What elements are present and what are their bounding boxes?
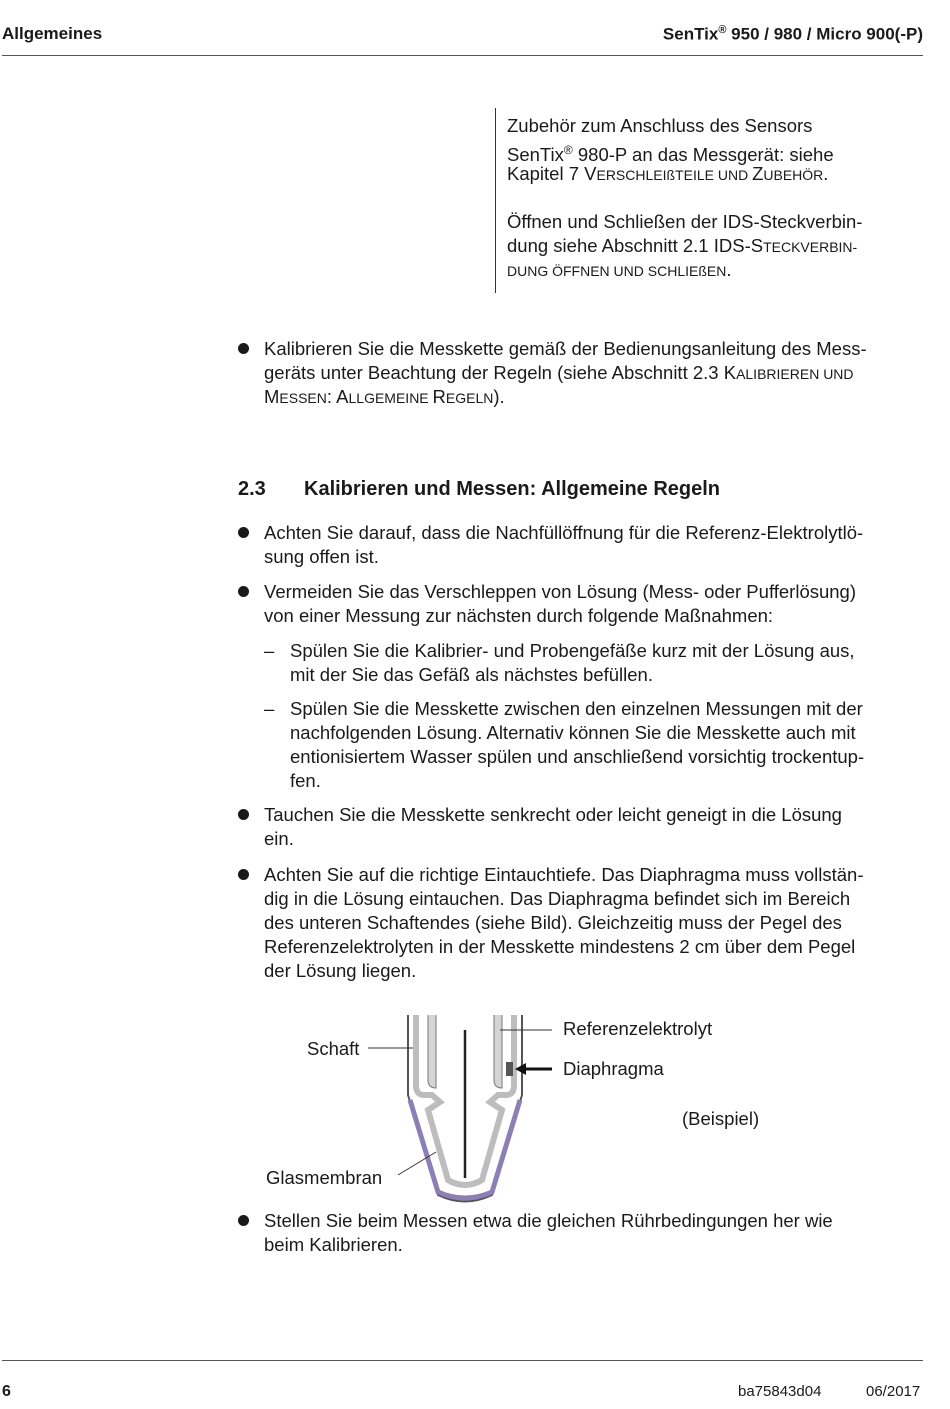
calib-smallcaps: ALIBRIEREN UND [736,366,854,382]
header-section: Allgemeines [2,24,103,43]
bullet-line: beim Kalibrieren. [264,1234,403,1255]
calib-line [264,361,926,386]
bullet-dot [238,343,249,354]
calib-text: geräts unter Beachtung der Regeln (siehe Abschnitt 2.3 K [264,362,737,383]
sub-line: nachfolgenden Lösung. Alternativ können Sie die Messkette auch mit [290,722,856,743]
bullet-dot [238,869,249,880]
label-beispiel: (Beispiel) [682,1108,760,1129]
note-smallcaps: UBEHÖR [763,167,824,183]
sub-line: Spülen Sie die Kalibrier- und Probengefäße kurz mit der Lösung aus, [290,640,855,661]
note-text: dung siehe Abschnitt 2.1 IDS-S [507,235,764,256]
bullet-line: Vermeiden Sie das Verschleppen von Lösung (Mess- oder Pufferlösung) [264,581,857,602]
bullet-line: Tauchen Sie die Messkette senkrecht oder leicht geneigt in die Lösung [264,804,842,825]
note-smallcaps: DUNG ÖFFNEN UND SCHLIEßEN [507,263,727,279]
dash-marker: – [264,698,275,719]
bullet-line: Achten Sie auf die richtige Eintauchtiefe. Das Diaphragma muss vollstän- [264,864,864,885]
calib-smallcaps: ESSEN [279,390,327,406]
note-line [507,234,917,259]
note-text: Öffnen und Schließen der IDS-Steckverbin- [507,211,863,232]
calib-smallcaps: LLGEMEINE [348,390,433,406]
bullet-line: des unteren Schaftendes (siehe Bild). Gleichzeitig muss der Pegel des [264,912,842,933]
note-text: Kapitel 7 V [507,163,597,184]
inner-tube-right [494,1015,502,1088]
header-registered-mark: ® [718,24,727,36]
note-text: . [726,259,732,280]
bullet-dot [238,586,249,597]
footer-rule [2,1360,923,1361]
calib-text: : A [326,386,349,407]
bullet-line: von einer Messung zur nächsten durch folgende Maßnahmen: [264,605,774,626]
bullet-line: Achten Sie darauf, dass die Nachfüllöffnung für die Referenz-Elektrolytlö- [264,522,864,543]
note-line [507,162,917,187]
bullet-line: sung offen ist. [264,546,379,567]
doc-date: 06/2017 [866,1383,921,1400]
sub-line: Spülen Sie die Messkette zwischen den einzelnen Messungen mit der [290,698,863,719]
note-smallcaps: ERSCHLEIßTEILE UND [596,167,753,183]
calib-text: ). [493,386,505,407]
registered-mark: ® [563,143,573,157]
label-diaphragma: Diaphragma [563,1058,664,1079]
bullet-dot [238,1215,249,1226]
note-line [507,114,917,138]
note-smallcaps: TECKVERBIN- [763,239,858,255]
calib-text: M [264,386,280,407]
note-text: Z [752,163,764,184]
inner-tube-left [428,1015,436,1088]
note-line [507,258,917,283]
sub-line: fen. [290,770,321,791]
calib-text: R [432,386,446,407]
label-glasmembran: Glasmembran [266,1167,383,1188]
header-product [663,24,923,45]
bullet-dot [238,527,249,538]
calib-smallcaps: EGELN [445,390,494,406]
bullet-line: Referenzelektrolyten in der Messkette mindestens 2 cm über dem Pegel [264,936,856,957]
bullet-dot [238,809,249,820]
side-note [495,108,916,293]
section-title: Kalibrieren und Messen: Allgemeine Regeln [304,478,721,500]
section-number: 2.3 [238,478,266,500]
label-schaft: Schaft [307,1038,360,1059]
note-text: . [823,163,829,184]
header-rule [2,55,923,56]
dash-marker: – [264,640,275,661]
bullet-line: ein. [264,828,294,849]
diaphragma-mark [506,1062,513,1076]
sub-line: entionisiertem Wasser spülen und anschließend vorsichtig trockentup- [290,746,865,767]
calib-line [264,385,926,410]
header-product-models: 950 / 980 / Micro 900(-P) [726,24,923,44]
note-text: Zubehör zum Anschluss des Sensors [507,115,813,136]
bullet-line: dig in die Lösung eintauchen. Das Diaphragma befindet sich im Bereich [264,888,851,909]
calib-line: Kalibrieren Sie die Messkette gemäß der Bedienungsanleitung des Mess- [264,338,867,359]
label-referenzelektrolyt: Referenzelektrolyt [563,1018,713,1039]
bullet-line: Stellen Sie beim Messen etwa die gleichen Rührbedingungen her wie [264,1210,833,1231]
doc-id: ba75843d04 [738,1383,822,1400]
header-product-name: SenTix [662,24,719,44]
sub-line: mit der Sie das Gefäß als nächstes befüllen. [290,664,653,685]
note-text: 980-P an das Messgerät: siehe [572,144,834,166]
note-line [507,210,917,234]
note-text: SenTix [507,144,564,166]
page-number: 6 [2,1383,11,1400]
bullet-line: der Lösung liegen. [264,960,417,981]
